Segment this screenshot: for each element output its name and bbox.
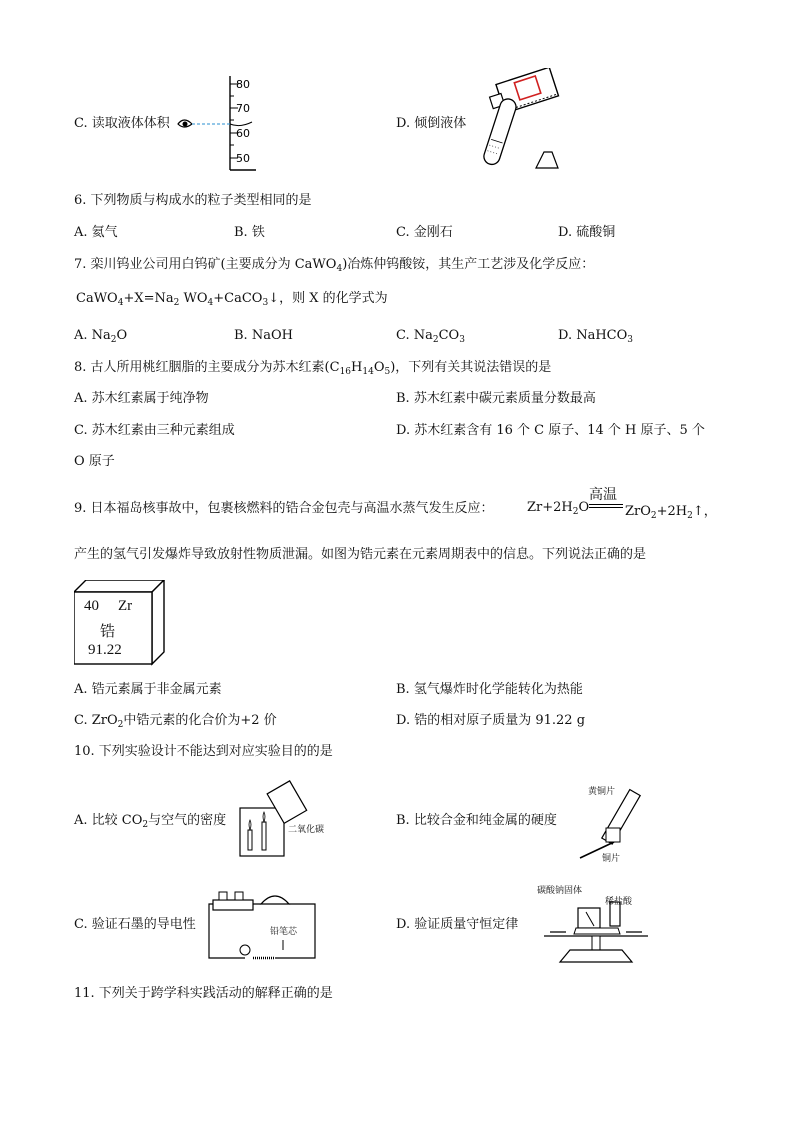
q8-option-c: C. 苏木红素由三种元素组成 — [74, 423, 235, 438]
q10-option-a: A. 比较 $CO_2$与空气的密度 — [74, 813, 227, 830]
q10-stem: 10. 下列实验设计不能达到对应实验目的的是 — [74, 744, 333, 759]
sodium-carbonate-label: 碳酸钠固体 — [537, 886, 583, 896]
q9-stem: 9. 日本福岛核事故中，包裹核燃料的锆合金包壳与高温水蒸气发生反应： — [74, 501, 494, 516]
q6-option-c: C. 金刚石 — [396, 225, 453, 240]
brass-label: 黄铜片 — [588, 787, 616, 797]
q7-equation: $CaWO_4+X=Na_2$ $WO_4+CaCO_3↓$，则 X 的化学式为 — [76, 291, 388, 308]
copper-label: 铜片 — [602, 854, 621, 864]
tick-label: 80 — [236, 78, 250, 91]
q5-option-c: C. 读取液体体积 — [74, 116, 170, 131]
q10-option-d: D. 验证质量守恒定律 — [396, 917, 519, 932]
tick-label: 50 — [236, 152, 250, 165]
q6-option-d: D. 硫酸铜 — [558, 225, 616, 240]
q10-option-b: B. 比较合金和纯金属的硬度 — [396, 813, 557, 828]
co2-density-figure — [238, 780, 338, 860]
q11-stem: 11. 下列关于跨学科实践活动的解释正确的是 — [74, 986, 333, 1001]
q9-option-c: C. ZrO$_2$中锆元素的化合价为+2 价 — [74, 713, 277, 730]
element-atomic-mass: 91.22 — [88, 642, 122, 658]
graduated-cylinder-figure — [174, 74, 264, 174]
co2-label: 二氧化碳 — [288, 825, 325, 835]
q9-option-b: B. 氢气爆炸时化学能转化为热能 — [396, 682, 583, 697]
pouring-liquid-figure — [470, 68, 580, 180]
q8-option-b: B. 苏木红素中碳元素质量分数最高 — [396, 391, 596, 406]
q8-option-d-continued: O 原子 — [74, 454, 115, 469]
q7-option-b: B. NaOH — [234, 328, 293, 343]
q8-option-a: A. 苏木红素属于纯净物 — [74, 391, 209, 406]
element-atomic-number: 40 — [84, 598, 99, 614]
q9-option-d: D. 锆的相对原子质量为 91.22 g — [396, 713, 586, 728]
q9-stem-continued: 产生的氢气引发爆炸导致放射性物质泄漏。如图为锆元素在元素周期表中的信息。下列说法正确的是 — [74, 547, 647, 562]
q6-option-a: A. 氦气 — [74, 225, 118, 240]
q7-option-c: C. $Na_2CO_3$ — [396, 328, 465, 345]
q9-equation: $Zr+2H_2O$ 高温 $ZrO_2+2H_2↑$， — [527, 484, 727, 524]
q8-option-d: D. 苏木红素含有 16 个 C 原子、14 个 H 原子、5 个 — [396, 423, 705, 438]
q6-option-b: B. 铁 — [234, 225, 265, 240]
q6-stem: 6. 下列物质与构成水的粒子类型相同的是 — [74, 193, 312, 208]
element-symbol: Zr — [118, 598, 133, 614]
graphite-conductivity-figure — [205, 884, 325, 968]
q7-stem: 7. 栾川钨业公司用白钨矿(主要成分为 CaWO$_4$)冶炼仲钨酸铵，其生产工艺涉及化学反应： — [74, 257, 595, 274]
q5-option-d: D. 倾倒液体 — [396, 116, 467, 131]
q7-option-d: D. NaHCO$_3$ — [558, 328, 634, 345]
eye-icon — [178, 120, 192, 127]
reaction-condition: 高温 — [589, 487, 617, 503]
q8-stem: 8. 古人所用桃红胭脂的主要成分为苏木红素$(C_{16}H_{14}O_5)$，下列有关其说法错误的是 — [74, 360, 552, 377]
tick-label: 60 — [236, 127, 250, 140]
pencil-lead-label: 铅笔芯 — [270, 927, 298, 937]
hydrochloric-acid-label: 稀盐酸 — [605, 897, 633, 907]
element-name: 锆 — [100, 622, 116, 640]
q9-option-a: A. 锆元素属于非金属元素 — [74, 682, 222, 697]
q7-option-a: A. $Na_2O$ — [74, 328, 128, 345]
tick-label: 70 — [236, 102, 250, 115]
q10-option-c: C. 验证石墨的导电性 — [74, 917, 196, 932]
